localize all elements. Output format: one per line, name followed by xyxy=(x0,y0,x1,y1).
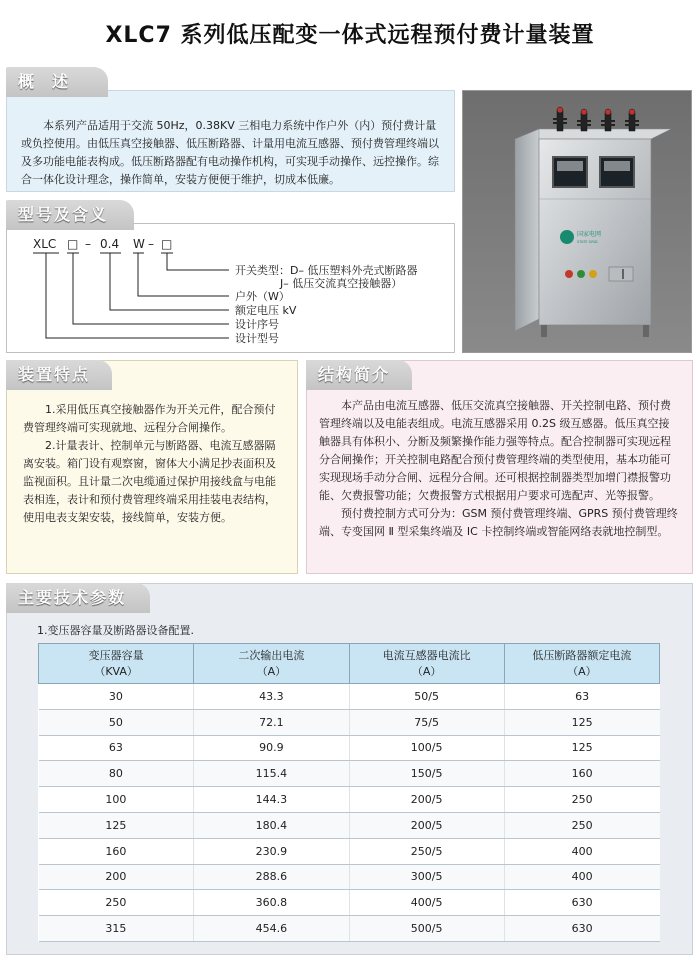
table-cell: 630 xyxy=(504,890,659,916)
col-header-breaker-current: 低压断路器额定电流 （A） xyxy=(504,644,659,684)
params-note: 1.变压器容量及断路器设备配置. xyxy=(37,624,194,637)
legend-outdoor: 户外（W） xyxy=(235,290,290,303)
table-row xyxy=(39,890,660,916)
door-handle-icon xyxy=(609,267,633,281)
table-header-row xyxy=(39,644,660,684)
legend-switch-type: 开关类型：D– 低压塑料外壳式断路器 xyxy=(235,264,418,277)
table-cell: 200/5 xyxy=(349,812,504,838)
structure-paragraph: 预付费控制方式可分为：GSM 预付费管理终端、GPRS 预付费管理终端、专变国网 Ⅱ 型采集终端及 IC 卡控制终端或智能网络表就地控制型。 xyxy=(319,507,678,538)
model-w: W xyxy=(133,237,145,251)
table-cell: 400/5 xyxy=(349,890,504,916)
table-cell: 115.4 xyxy=(194,761,349,787)
feature-item: 1.采用低压真空接触器作为开关元件，配合预付费管理终端可实现就地、远程分合闸操作。 xyxy=(23,403,276,434)
table-cell: 50/5 xyxy=(349,684,504,710)
legend-design-model: 设计型号 xyxy=(235,332,279,345)
legend-rated-voltage: 额定电压 kV xyxy=(235,304,297,317)
photo-brand: 国家电网 xyxy=(577,231,602,238)
table-cell: 72.1 xyxy=(194,709,349,735)
table-cell: 250/5 xyxy=(349,838,504,864)
model-panel xyxy=(6,223,455,353)
table-cell: 63 xyxy=(504,684,659,710)
table-cell: 250 xyxy=(504,787,659,813)
table-cell: 630 xyxy=(504,916,659,942)
col-header-capacity: 变压器容量 （KVA） xyxy=(39,644,194,684)
table-cell: 43.3 xyxy=(194,684,349,710)
state-grid-logo-icon xyxy=(560,230,574,244)
table-cell: 80 xyxy=(39,761,194,787)
table-cell: 125 xyxy=(504,709,659,735)
table-cell: 230.9 xyxy=(194,838,349,864)
table-cell: 200/5 xyxy=(349,787,504,813)
table-row xyxy=(39,838,660,864)
table-row xyxy=(39,864,660,890)
feature-item: 2.计量表计、控制单元与断路器、电流互感器隔离安装。箱门设有观察窗，窗体大小满足抄表面积及监视面积。且计量二次电缆通过保护用接线盒与电能表相连，表计和预付费管理终端采用挂装电表结构，使用电表支架安装，接线简单，安装方便。 xyxy=(23,439,276,524)
table-cell: 400 xyxy=(504,838,659,864)
table-row xyxy=(39,709,660,735)
table-cell: 315 xyxy=(39,916,194,942)
cabinet-side xyxy=(515,129,539,331)
legend-switch-type-j: J– 低压交流真空接触器） xyxy=(280,277,403,290)
product-photo xyxy=(462,90,692,353)
table-cell: 500/5 xyxy=(349,916,504,942)
overview-heading: 概述 xyxy=(6,67,108,97)
overview-text: 本系列产品适用于交流 50Hz，0.38KV 三相电力系统中作户外（内）预付费计量或负控使用。由低压真空接触器、低压断路器、计量用电流互感器、预付费管理终端以及多功能电能表构成。低压断路器配有电动操作机构，可实现手动操作、远控操作。综合一体化设计理念，操作简单，安装方便便于维护，切成本低廉。 xyxy=(21,119,439,186)
col-header-secondary-current: 二次输出电流 （A） xyxy=(194,644,349,684)
structure-panel xyxy=(306,360,693,574)
table-cell: 30 xyxy=(39,684,194,710)
table-cell: 250 xyxy=(504,812,659,838)
col-header-ct-ratio: 电流互感器电流比 （A） xyxy=(349,644,504,684)
table-cell: 125 xyxy=(39,812,194,838)
photo-brand-sub: STATE GRID xyxy=(577,240,598,244)
table-cell: 288.6 xyxy=(194,864,349,890)
table-cell: 160 xyxy=(504,761,659,787)
model-box-1: □ xyxy=(67,237,79,251)
table-cell: 360.8 xyxy=(194,890,349,916)
table-cell: 100/5 xyxy=(349,735,504,761)
model-code-diagram xyxy=(7,224,456,354)
model-heading: 型号及含义 xyxy=(6,200,134,230)
indicator-red-icon xyxy=(565,270,573,278)
table-cell: 200 xyxy=(39,864,194,890)
table-cell: 125 xyxy=(504,735,659,761)
model-prefix: XLC xyxy=(33,237,57,251)
overview-panel xyxy=(6,90,455,192)
model-voltage: 0.4 xyxy=(100,237,120,251)
table-row xyxy=(39,916,660,942)
table-cell: 100 xyxy=(39,787,194,813)
table-row xyxy=(39,787,660,813)
table-cell: 400 xyxy=(504,864,659,890)
legend-design-serial: 设计序号 xyxy=(235,318,279,331)
table-cell: 90.9 xyxy=(194,735,349,761)
features-heading: 装置特点 xyxy=(6,360,112,390)
table-cell: 300/5 xyxy=(349,864,504,890)
model-box-2: □ xyxy=(161,237,173,251)
model-dash-1: – xyxy=(85,237,91,251)
table-cell: 75/5 xyxy=(349,709,504,735)
table-cell: 50 xyxy=(39,709,194,735)
table-cell: 63 xyxy=(39,735,194,761)
table-row xyxy=(39,735,660,761)
table-cell: 454.6 xyxy=(194,916,349,942)
table-cell: 150/5 xyxy=(349,761,504,787)
table-row xyxy=(39,761,660,787)
spec-table xyxy=(38,643,660,942)
table-row xyxy=(39,684,660,710)
page-title: XLC7 系列低压配变一体式远程预付费计量装置 xyxy=(105,23,595,48)
indicator-yellow-icon xyxy=(589,270,597,278)
features-panel xyxy=(6,360,298,574)
structure-heading: 结构简介 xyxy=(306,360,412,390)
table-cell: 144.3 xyxy=(194,787,349,813)
structure-paragraph: 本产品由电流互感器、低压交流真空接触器、开关控制电路、预付费管理终端以及电能表组成。电流互感器采用 0.2S 级互感器。低压真空接触器具有体积小、分断及频繁操作能力强等特点。配合控制器可实现远程分合闸操作；开关控制电路配合预付费管理终端的类型使用，基本功能可实现现场手动分合闸、远程分合闸。还可根据控制器类型加增门襟报警功能、欠费报警功能；欠费报警方式根据用户要求可选配声、光等报警。 xyxy=(319,399,671,502)
table-cell: 180.4 xyxy=(194,812,349,838)
table-cell: 250 xyxy=(39,890,194,916)
indicator-green-icon xyxy=(577,270,585,278)
table-row xyxy=(39,812,660,838)
model-dash-2: – xyxy=(148,237,154,251)
table-cell: 160 xyxy=(39,838,194,864)
params-heading: 主要技术参数 xyxy=(6,583,150,613)
